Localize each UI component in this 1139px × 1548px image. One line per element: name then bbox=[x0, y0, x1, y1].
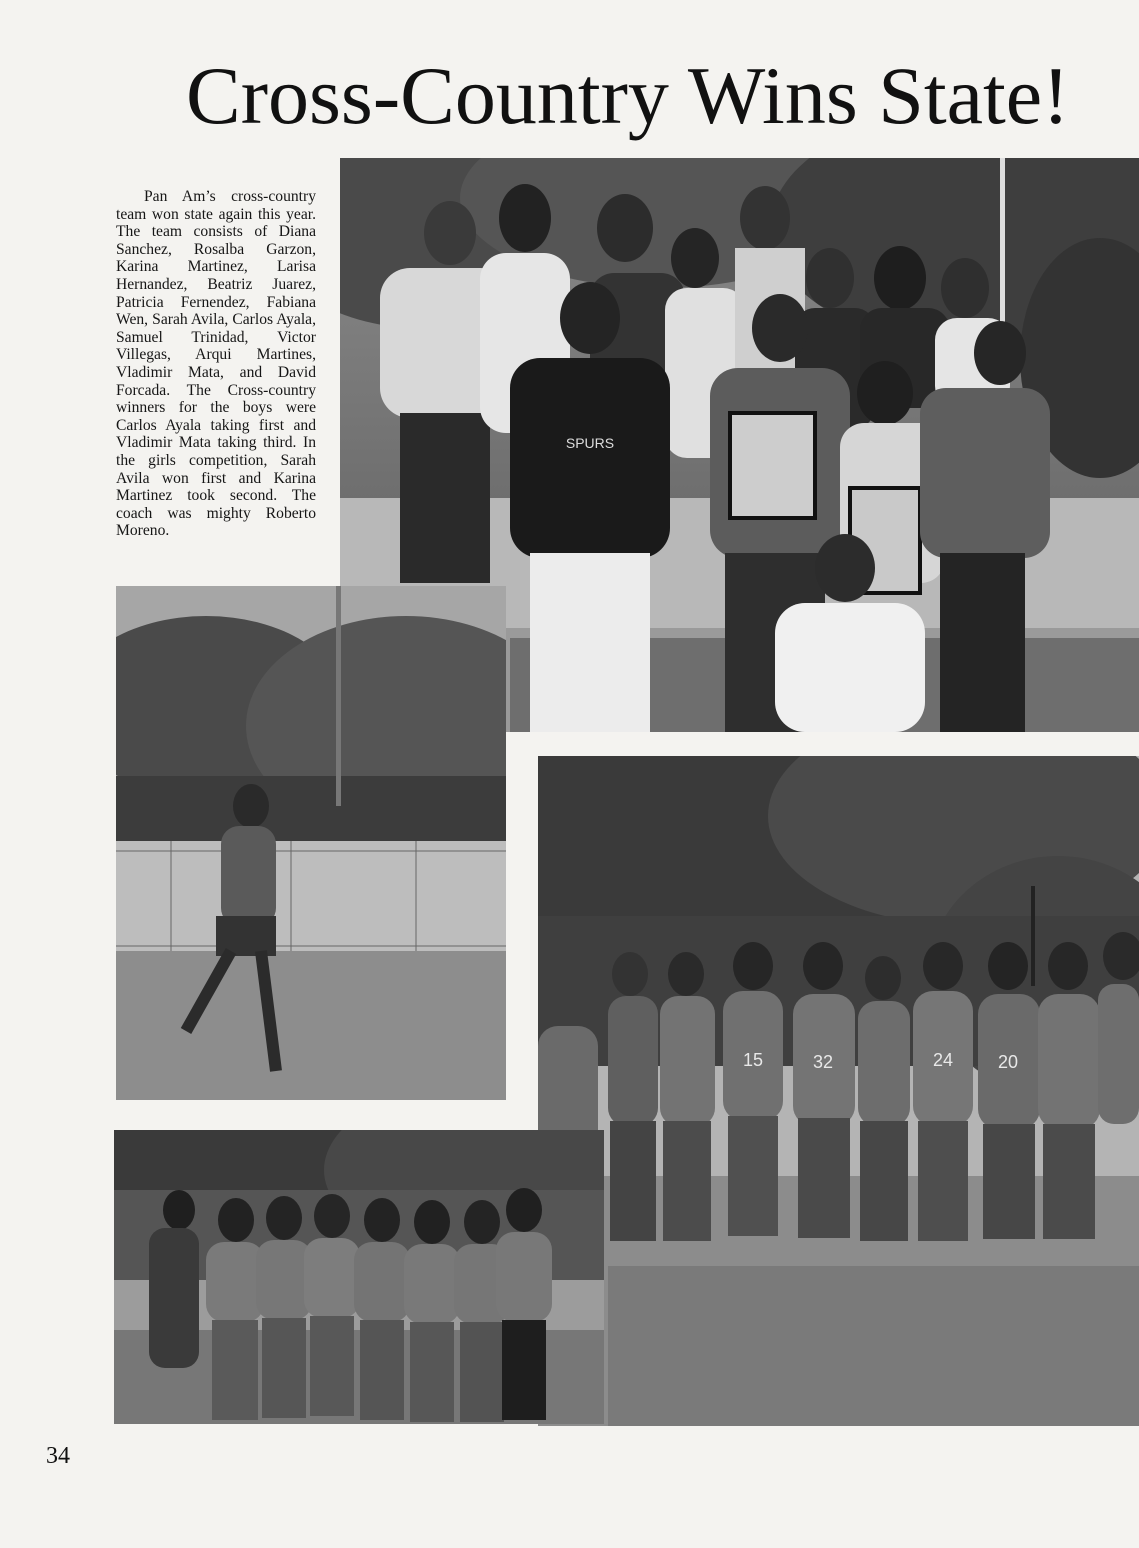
girls-team-photo bbox=[114, 1130, 604, 1424]
jersey-number-20: 20 bbox=[997, 1052, 1019, 1072]
page-title: Cross-Country Wins State! bbox=[186, 50, 1070, 141]
boys-team-photo bbox=[538, 756, 1139, 1426]
jersey-number-15: 15 bbox=[742, 1050, 764, 1070]
page-number: 34 bbox=[46, 1443, 70, 1469]
runner-photo-image bbox=[116, 586, 506, 1100]
jersey-number-32: 32 bbox=[812, 1052, 834, 1072]
article-text: Pan Am’s cross-country team won state again this year. The team consists of Diana Sanchez, Rosalba Garzon, Karina Martinez, Larisa Hernandez, Beatriz Juarez, Patricia Fernendez, Fabiana Wen, Sarah Avila, Carlos Ayala, Samuel Trinidad, Victor Villegas, Arqui Martines, Vladimir Mata, and David Forcada. The Cross-country winners for the boys were Carlos Ayala taking first and Vladimir Mata taking third. In the girls competition, Sarah Avila won first and Karina Martinez took second. The coach was mighty Roberto Moreno. bbox=[116, 188, 316, 540]
runner-photo bbox=[116, 586, 506, 1100]
girls-team-photo-image bbox=[114, 1130, 604, 1424]
boys-team-photo-image bbox=[538, 756, 1139, 1426]
jersey-number-24: 24 bbox=[932, 1050, 954, 1070]
team-jacket-logo: SPURS bbox=[565, 435, 615, 451]
